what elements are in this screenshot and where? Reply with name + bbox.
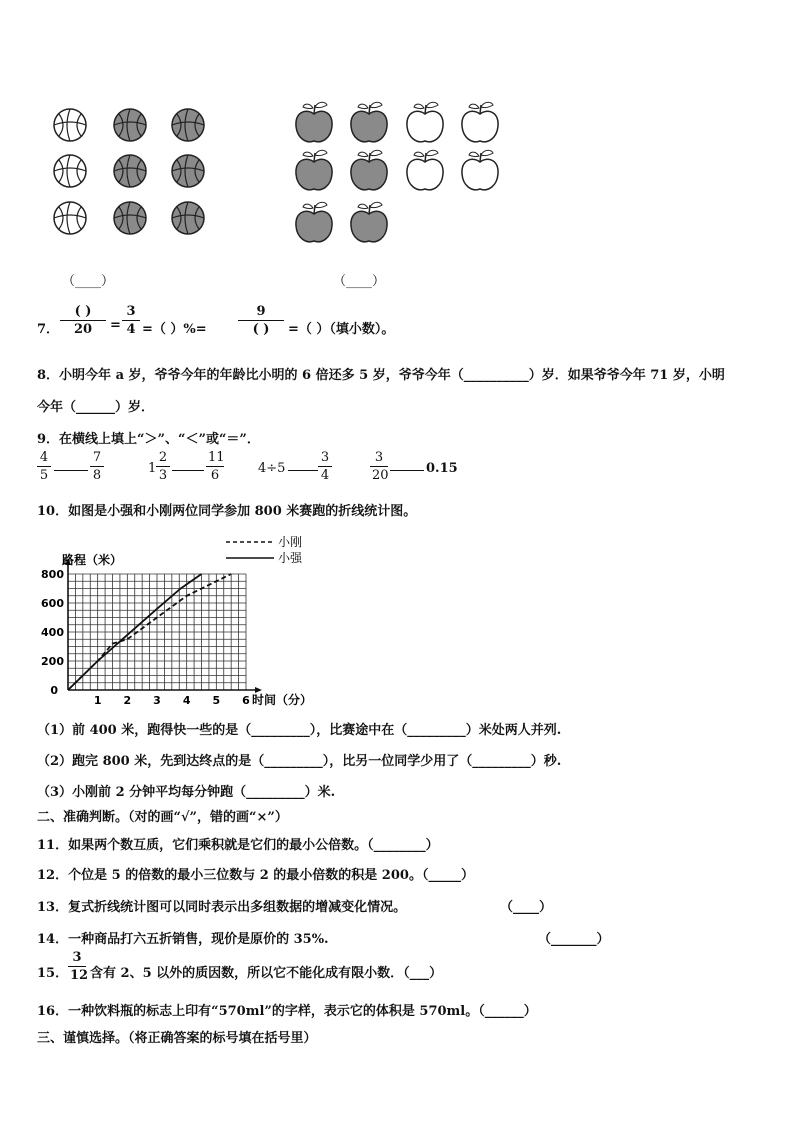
y-tick-label: 400 [41,626,64,639]
basketball-white-icon [54,109,86,141]
q9-frac-a [37,450,51,483]
q11: 11．如果两个数互质，它们乘积就是它们的最小公倍数。（________） [37,838,439,853]
q7-fraction-3-numerator: 9 [256,304,266,319]
q7-fraction-2-numerator: 3 [126,304,136,319]
q9-frac-a-den: 5 [39,468,49,483]
basketball-grey-icon [114,202,146,234]
q7-middle: =（ ）%= [142,322,207,337]
basketball-grey-icon [172,202,204,234]
q7-fraction-1-numerator: ( ) [74,304,92,319]
x-tick-label: 6 [242,694,250,707]
q7-fraction-2 [122,304,140,337]
y-axis-label: 路程（米） [62,553,123,567]
x-tick-label: 5 [212,694,221,707]
q9-mixed-whole: 1 [148,461,157,476]
basketball-grey-icon [172,109,204,141]
q13: 13．复式折线统计图可以同时表示出多组数据的增减变化情况。 [37,900,407,915]
q7-fraction-1 [60,304,106,337]
q15-number: 15． [37,966,69,981]
q7-fraction-3 [238,304,284,337]
q7-equals: = [110,318,121,333]
basketball-white-icon [54,155,86,187]
q10-sub-2: （2）跑完 800 米，先到达终点的是（_________），比另一位同学少用了（_________）秒. [37,754,562,769]
basketball-grey-icon [114,109,146,141]
q10-sub-3: （3）小刚前 2 分钟平均每分钟跑（_________）米. [37,785,336,800]
q9-frac-b [90,450,104,483]
q9-frac-b-num: 7 [92,450,102,465]
origin-label: 0 [50,684,58,697]
q9-expression: 4÷5 [258,461,286,476]
q9-frac-c-den: 3 [158,468,168,483]
q9-frac-d-num: 11 [208,450,225,465]
q9-decimal: 0.15 [426,461,458,476]
apple-grey-icon [296,202,332,242]
q9-frac-f-num: 3 [320,450,330,465]
q16: 16．一种饮料瓶的标志上印有“570ml”的字样，表示它的体积是 570ml。（______） [37,1004,537,1019]
y-tick-label: 200 [41,655,64,668]
q7-tail: =（ ）（填小数）。 [288,322,395,337]
section-3-title: 三、谨慎选择。（将正确答案的标号填在括号里） [37,1031,317,1046]
q9-frac-d-den: 6 [210,468,220,483]
apple-grey-icon [296,102,332,142]
q9-frac-f-den: 4 [320,468,330,483]
line-chart [30,530,330,710]
apple-grey-icon [351,202,387,242]
q15-text: 含有 2、5 以外的质因数，所以它不能化成有限小数．（___） [90,966,443,981]
x-tick-label: 3 [153,694,161,707]
q15-fraction [68,950,89,983]
x-tick-label: 2 [123,694,132,707]
q9-frac-c [156,450,170,483]
ball-answer-blank: （____） [62,274,115,289]
q9-frac-g-num: 3 [374,450,384,465]
section-2-title: 二、准确判断。（对的画“√”，错的画“×”） [37,810,288,825]
q13-answer-blank: （____） [500,900,553,915]
q15-fraction-den: 12 [70,968,89,983]
q9-blank-2[interactable] [172,470,204,471]
q9-frac-b-den: 8 [92,468,102,483]
q10-stem: 10．如图是小强和小刚两位同学参加 800 米赛跑的折线统计图。 [37,504,417,519]
q9-blank-1[interactable] [54,470,88,471]
q7-fraction-1-denominator: 20 [73,322,93,337]
q8-line-2: 今年（______）岁． [37,400,155,415]
legend-label: 小刚 [278,535,303,549]
basketball-grey-icon [172,155,204,187]
legend-label: 小强 [278,551,303,565]
q9-frac-g [370,450,388,483]
apple-grey-icon [296,150,332,190]
q8-line-1: 8．小明今年 a 岁，爷爷今年的年龄比小明的 6 倍还多 5 岁，爷爷今年（__________）岁．如果爷爷今年 71 岁，小明 [37,368,725,383]
basketball-grey-icon [114,155,146,187]
q9-frac-f [318,450,332,483]
apple-white-icon [462,150,498,190]
y-tick-label: 800 [41,568,64,581]
basketball-white-icon [54,202,86,234]
q10-sub-1: （1）前 400 米，跑得快一些的是（_________），比赛途中在（_________）米处两人并列. [37,723,562,738]
apple-grey-icon [351,150,387,190]
q9-frac-d [206,450,224,483]
x-tick-label: 1 [93,694,102,707]
q9-frac-g-den: 20 [372,468,389,483]
q9-stem: 9．在横线上填上“＞”、“＜”或“＝”． [37,432,260,447]
x-tick-label: 4 [182,694,191,707]
q7-fraction-2-denominator: 4 [126,322,136,337]
q9-blank-3[interactable] [288,470,318,471]
q7-number: 7． [37,322,60,337]
q9-frac-c-num: 2 [158,450,168,465]
q9-blank-4[interactable] [390,470,424,471]
apple-white-icon [407,102,443,142]
x-axis-label: 时间（分） [252,693,313,707]
q12: 12．个位是 5 的倍数的最小三位数与 2 的最小倍数的积是 200。（_____） [37,868,474,883]
y-tick-label: 600 [41,597,64,610]
apple-grey-icon [351,102,387,142]
q15-fraction-num: 3 [72,950,82,965]
q14: 14．一种商品打六五折销售，现价是原价的 35%. [37,932,329,947]
q14-answer-blank: （_______） [538,932,610,947]
apple-white-icon [407,150,443,190]
q9-frac-a-num: 4 [39,450,49,465]
picture-area [0,90,794,260]
q7-fraction-3-denominator: ( ) [252,322,270,337]
apple-white-icon [462,102,498,142]
apple-answer-blank: （____） [333,274,386,289]
